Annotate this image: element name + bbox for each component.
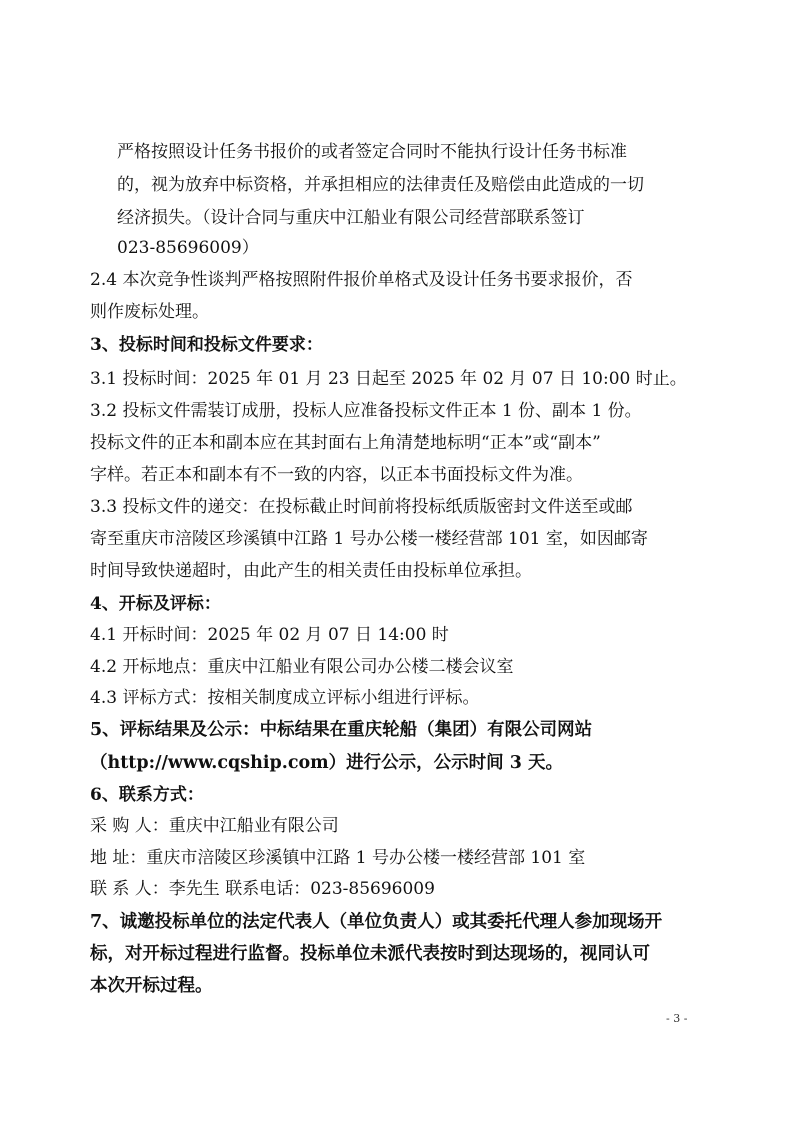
- text-line-bold: （http://www.cqship.com）进行公示，公示时间 3 天。: [90, 753, 564, 773]
- text-line: 经济损失。（设计合同与重庆中江船业有限公司经营部联系签订: [117, 208, 585, 228]
- text-line: 4.1 开标时间：2025 年 02 月 07 日 14:00 时: [90, 625, 449, 645]
- section-heading-4: 4、开标及评标：: [90, 594, 221, 614]
- section-heading-7: 7、诚邀投标单位的法定代表人（单位负责人）或其委托代理人参加现场开: [90, 912, 663, 932]
- section-heading-6: 6、联系方式：: [90, 785, 204, 805]
- text-line: 3.1 投标时间：2025 年 01 月 23 日起至 2025 年 02 月 07 日 10:00 时止。: [90, 369, 687, 389]
- page-number: - 3 -: [666, 1012, 688, 1025]
- text-line: 023-85696009）: [117, 238, 259, 258]
- text-line: 寄至重庆市涪陵区珍溪镇中江路 1 号办公楼一楼经营部 101 室，如因邮寄: [90, 529, 648, 549]
- text-line-bold: 本次开标过程。: [90, 976, 213, 996]
- text-line: 的，视为放弃中标资格，并承担相应的法律责任及赔偿由此造成的一切: [117, 175, 644, 195]
- text-line: 3.3 投标文件的递交：在投标截止时间前将投标纸质版密封文件送至或邮: [90, 497, 633, 517]
- text-line: 投标文件的正本和副本应在其封面右上角清楚地标明“正本”或“副本”: [90, 433, 601, 453]
- text-line: 3.2 投标文件需装订成册，投标人应准备投标文件正本 1 份、副本 1 份。: [90, 401, 642, 421]
- contact-person-phone: 联 系 人：李先生 联系电话：023-85696009: [90, 879, 435, 899]
- contact-purchaser: 采 购 人：重庆中江船业有限公司: [90, 816, 339, 836]
- text-line-bold: 标，对开标过程进行监督。投标单位未派代表按时到达现场的，视同认可: [90, 944, 650, 964]
- text-line: 4.3 评标方式：按相关制度成立评标小组进行评标。: [90, 688, 480, 708]
- contact-address: 地 址：重庆市涪陵区珍溪镇中江路 1 号办公楼一楼经营部 101 室: [90, 848, 586, 868]
- text-line: 4.2 开标地点：重庆中江船业有限公司办公楼二楼会议室: [90, 657, 514, 677]
- text-line: 则作废标处理。: [90, 302, 209, 322]
- section-heading-5: 5、评标结果及公示：中标结果在重庆轮船（集团）有限公司网站: [90, 720, 593, 740]
- text-line: 时间导致快递超时，由此产生的相关责任由投标单位承担。: [90, 561, 532, 581]
- text-line: 严格按照设计任务书报价的或者签定合同时不能执行设计任务书标准: [117, 142, 627, 162]
- section-heading-3: 3、投标时间和投标文件要求：: [90, 335, 323, 355]
- text-line: 2.4 本次竞争性谈判严格按照附件报价单格式及设计任务书要求报价，否: [90, 270, 633, 290]
- text-line: 字样。若正本和副本有不一致的内容，以正本书面投标文件为准。: [90, 465, 583, 485]
